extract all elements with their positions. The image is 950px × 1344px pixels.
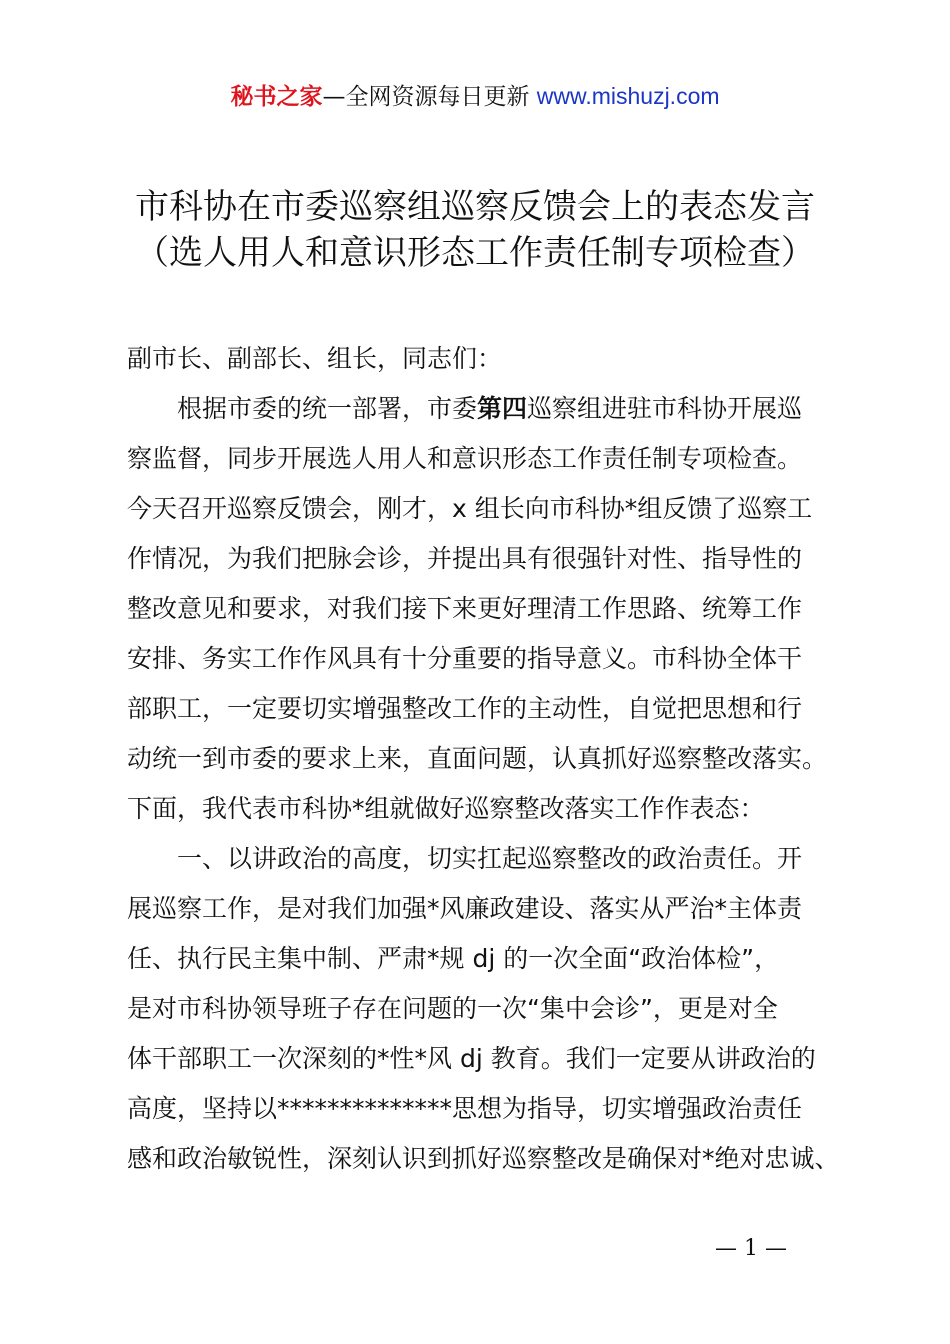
bold-text-run: 第四 xyxy=(477,394,528,423)
document-title xyxy=(0,184,950,276)
paragraph-line: 整改意见和要求，对我们接下来更好理清工作思路、统筹工作 xyxy=(127,594,803,623)
paragraph-line: 动统一到市委的要求上来，直面问题，认真抓好巡察整改落实。 xyxy=(127,744,828,773)
paragraph-line: 是对市科协领导班子存在问题的一次“集中会诊”，更是对全 xyxy=(127,994,778,1023)
paragraph-line: 察监督，同步开展选人用人和意识形态工作责任制专项检查。 xyxy=(127,444,803,473)
text-run: 根据市委的统一部署，市委 xyxy=(177,394,478,423)
salutation: 副市长、副部长、组长，同志们： xyxy=(127,344,503,373)
site-header xyxy=(0,80,950,113)
paragraph-line: 任、执行民主集中制、严肃*规 dj 的一次全面“政治体检”， xyxy=(127,944,780,973)
document-body xyxy=(127,334,839,1184)
site-url-link[interactable]: www.mishuzj.com xyxy=(536,83,720,109)
paragraph-line: 展巡察工作，是对我们加强*风廉政建设、落实从严治*主体责 xyxy=(127,894,803,923)
paragraph-line: 体干部职工一次深刻的*性*风 dj 教育。我们一定要从讲政治的 xyxy=(127,1044,816,1073)
paragraph-line: 感和政治敏锐性，深刻认识到抓好巡察整改是确保对*绝对忠诚、 xyxy=(127,1144,840,1173)
header-slogan: —全网资源每日更新 xyxy=(322,84,530,110)
text-run: 巡察组进驻市科协开展巡 xyxy=(527,394,803,423)
paragraph-line xyxy=(127,384,839,434)
paragraph-line: 今天召开巡察反馈会，刚才，x 组长向市科协*组反馈了巡察工 xyxy=(127,494,813,523)
paragraph-line: 一、以讲政治的高度，切实扛起巡察整改的政治责任。开 xyxy=(177,844,803,873)
title-line-2: （选人用人和意识形态工作责任制专项检查） xyxy=(135,233,815,273)
paragraph-line: 作情况，为我们把脉会诊，并提出具有很强针对性、指导性的 xyxy=(127,544,803,573)
title-line-1: 市科协在市委巡察组巡察反馈会上的表态发言 xyxy=(135,187,815,227)
brand-name: 秘书之家 xyxy=(230,84,323,110)
paragraph-line: 安排、务实工作作风具有十分重要的指导意义。市科协全体干 xyxy=(127,644,803,673)
paragraph-line: 部职工，一定要切实增强整改工作的主动性，自觉把思想和行 xyxy=(127,694,803,723)
paragraph-line: 高度，坚持以**************思想为指导，切实增强政治责任 xyxy=(127,1094,803,1123)
page-number: — 1 — xyxy=(715,1236,787,1261)
paragraph-line: 下面，我代表市科协*组就做好巡察整改落实工作作表态： xyxy=(127,794,765,823)
